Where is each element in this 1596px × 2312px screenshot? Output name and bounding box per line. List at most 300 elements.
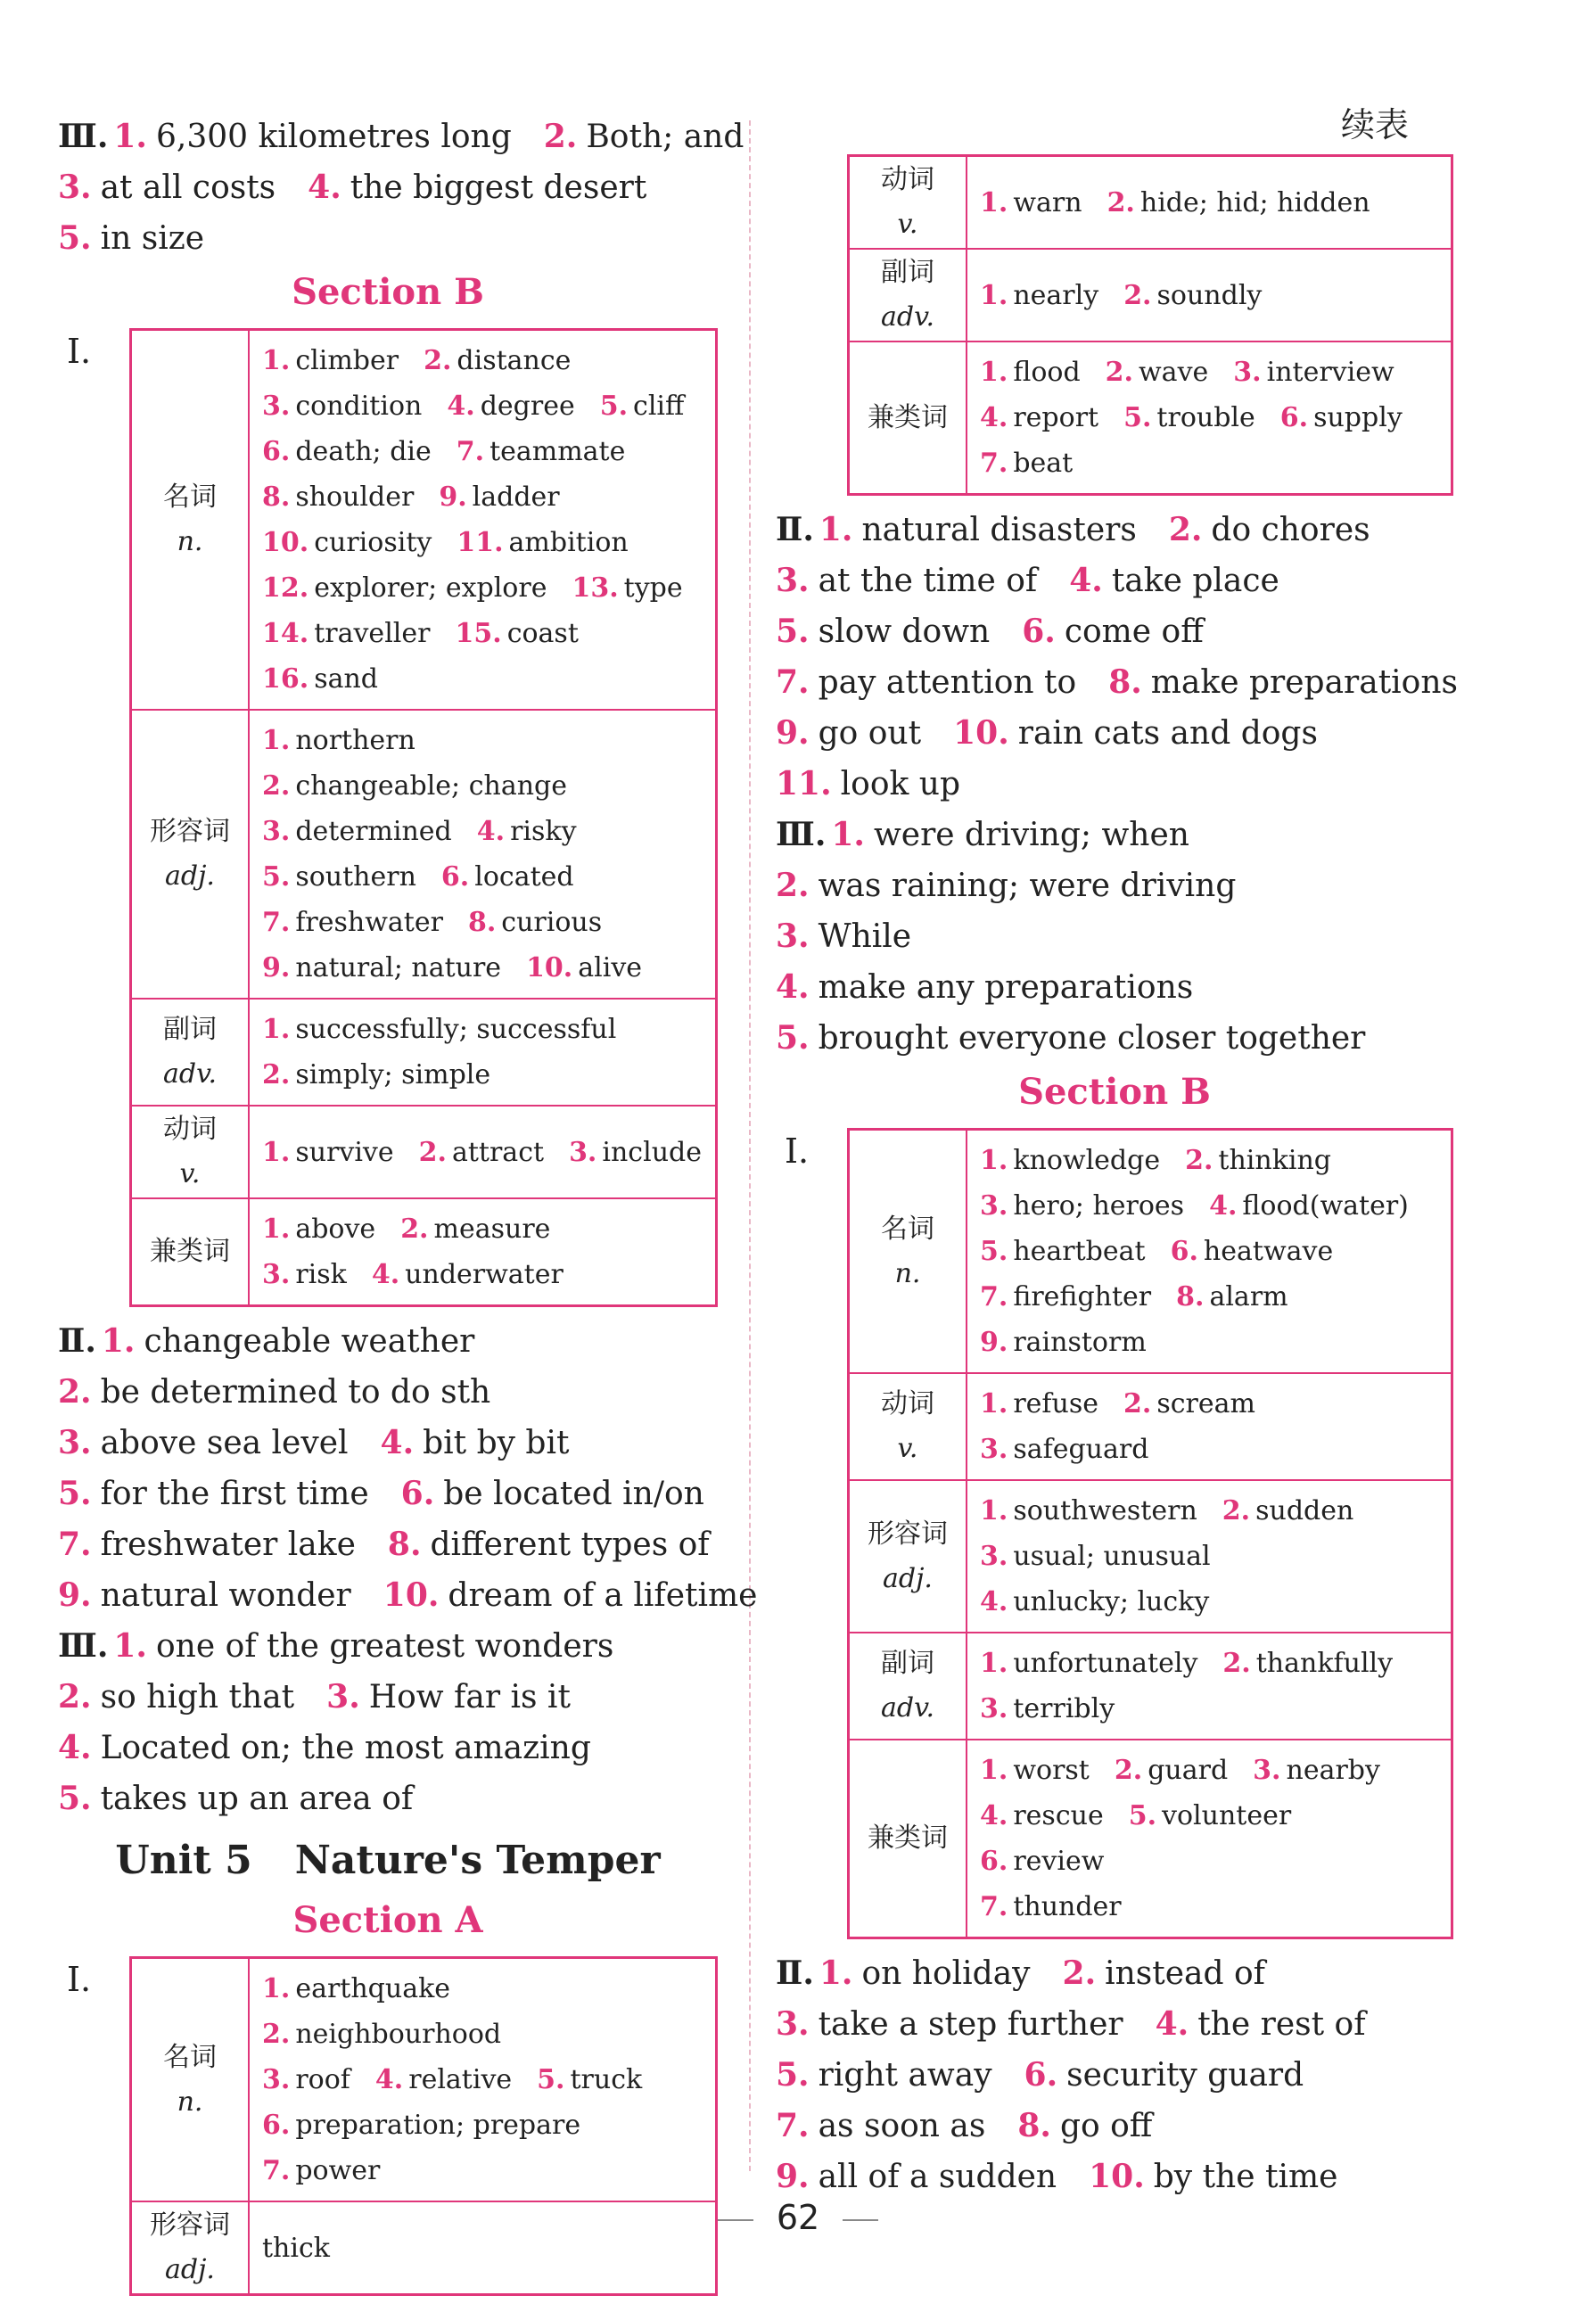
answer-text: survive <box>295 1136 394 1168</box>
pos-chinese: 名词 <box>163 2041 217 2073</box>
item-number: 9. <box>776 2158 810 2195</box>
answer-line <box>58 1723 718 1773</box>
item-number: 1. <box>980 186 1008 218</box>
item-number: 3. <box>58 169 92 206</box>
answer-line <box>58 1773 718 1824</box>
item-number: 10. <box>262 527 309 558</box>
pos-chinese: 兼类词 <box>150 1236 230 1267</box>
answer-text: beat <box>1013 448 1074 479</box>
vocab-line <box>262 474 703 520</box>
item-number: 1. <box>980 1755 1008 1786</box>
answer-text: southwestern <box>1013 1495 1197 1526</box>
item-number: 6. <box>262 436 291 467</box>
answer-line <box>58 1519 718 1570</box>
answer-text: southern <box>295 861 416 893</box>
vocab-row <box>131 1958 717 2202</box>
answer-line <box>776 860 1453 911</box>
answer-line <box>776 505 1453 555</box>
item-number: 2. <box>262 770 291 802</box>
answer-text: nearly <box>1013 279 1099 311</box>
answer-text: on holiday <box>861 1955 1031 1992</box>
item-number: 2. <box>1123 1388 1152 1419</box>
answer-text: volunteer <box>1162 1800 1292 1831</box>
answer-text: supply <box>1313 402 1403 433</box>
part-of-speech <box>131 1958 250 2202</box>
vocab-line <box>262 383 703 429</box>
item-number: 3. <box>980 1190 1008 1222</box>
item-number: 2. <box>262 1059 291 1090</box>
pos-chinese: 动词 <box>881 1388 934 1419</box>
item-number: 1. <box>262 1214 291 1245</box>
vocab-line <box>262 945 703 991</box>
answer-text: Located on; the most amazing <box>100 1730 591 1766</box>
answer-text: brought everyone closer together <box>818 1020 1366 1057</box>
answer-text: soundly <box>1156 279 1263 311</box>
item-number: 3. <box>326 1678 360 1715</box>
column-divider <box>749 120 751 2171</box>
item-number: 3. <box>58 1424 92 1461</box>
answer-text: report <box>1013 402 1099 433</box>
vocab-row <box>849 156 1452 250</box>
item-number: 8. <box>387 1526 422 1563</box>
item-number: 6. <box>400 1475 435 1512</box>
unit-title <box>58 1830 718 1892</box>
answer-text: traveller <box>314 618 431 649</box>
pos-chinese: 名词 <box>163 481 217 513</box>
answer-text: hero; heroes <box>1013 1190 1185 1222</box>
vocab-row <box>131 330 717 711</box>
unit-name: Nature's Temper <box>294 1838 661 1883</box>
answer-line <box>58 1672 718 1723</box>
answer-text: security guard <box>1066 2057 1304 2094</box>
vocab-line <box>980 273 1438 318</box>
answer-text: knowledge <box>1013 1145 1161 1176</box>
answer-text: degree <box>480 391 575 422</box>
vocab-block <box>58 1956 718 2296</box>
vocab-table <box>129 1956 718 2296</box>
item-number: 7. <box>776 663 810 701</box>
item-number: 2. <box>1123 279 1152 311</box>
item-number: 3. <box>569 1136 597 1168</box>
vocab-words <box>967 156 1452 250</box>
vocab-line <box>262 1052 703 1098</box>
item-number: 6. <box>1279 402 1309 433</box>
exercise-label: Ⅰ. <box>67 332 92 371</box>
item-number: 7. <box>980 1891 1008 1922</box>
item-number: 1. <box>980 357 1008 388</box>
answer-text: above <box>295 1214 376 1245</box>
item-number: 1. <box>262 725 291 756</box>
vocab-words <box>249 999 717 1106</box>
answer-text: safeguard <box>1013 1434 1149 1465</box>
item-number: 15. <box>455 618 502 649</box>
vocab-line <box>262 2057 703 2102</box>
item-number: 5. <box>262 861 291 893</box>
answer-line <box>58 1367 718 1418</box>
item-number: 2. <box>1114 1755 1143 1786</box>
page-number-text: 62 <box>776 2198 820 2237</box>
item-number: 8. <box>1176 1281 1205 1312</box>
item-number: 1. <box>113 118 147 155</box>
item-number: 4. <box>447 391 475 422</box>
item-number: 2. <box>1168 511 1203 548</box>
item-number: 1. <box>819 1954 853 1992</box>
pos-abbreviation: n. <box>177 2086 203 2118</box>
vocab-line <box>980 180 1438 226</box>
answer-text: interview <box>1266 357 1394 388</box>
pos-chinese: 副词 <box>163 1014 217 1045</box>
item-number: 2. <box>1185 1145 1213 1176</box>
answer-text: rescue <box>1013 1800 1104 1831</box>
exercise-list <box>776 505 1459 810</box>
answer-text: warn <box>1013 186 1082 218</box>
answer-line <box>776 1013 1453 1064</box>
exercise-label: Ⅱ. <box>58 1322 96 1360</box>
answer-text: come off <box>1064 613 1204 650</box>
answer-text: death; die <box>295 436 432 467</box>
answer-text: flood <box>1013 357 1081 388</box>
answer-text: ambition <box>508 527 629 558</box>
vocab-row <box>131 1106 717 1198</box>
answer-text: heatwave <box>1203 1236 1334 1267</box>
continued-label: 续表 <box>1340 105 1409 144</box>
answer-text: different types of <box>430 1526 710 1563</box>
item-number: 9. <box>980 1327 1008 1358</box>
answer-text: distance <box>457 345 572 376</box>
answer-line <box>58 1621 718 1672</box>
item-number: 16. <box>262 663 309 695</box>
answer-text: refuse <box>1013 1388 1098 1419</box>
item-number: 4. <box>980 1800 1008 1831</box>
part-of-speech <box>849 1480 967 1633</box>
item-number: 4. <box>1209 1190 1238 1222</box>
item-number: 3. <box>980 1693 1008 1724</box>
vocab-line <box>980 1138 1438 1183</box>
answer-text: look up <box>840 766 960 802</box>
answer-text: terribly <box>1013 1693 1115 1724</box>
item-number: 5. <box>1123 402 1152 433</box>
pos-abbreviation: adj. <box>165 2254 215 2285</box>
item-number: 2. <box>58 1678 92 1715</box>
answer-text: rainstorm <box>1013 1327 1147 1358</box>
pos-abbreviation: adj. <box>883 1562 933 1594</box>
item-number: 4. <box>380 1424 415 1461</box>
item-number: 4. <box>1155 2005 1189 2043</box>
vocab-words <box>967 1740 1452 1938</box>
answer-text: measure <box>433 1214 551 1245</box>
vocab-line <box>262 1206 703 1252</box>
item-number: 9. <box>58 1576 92 1614</box>
vocab-line <box>980 1488 1438 1534</box>
item-number: 11. <box>776 765 832 802</box>
answer-line <box>776 810 1453 860</box>
vocab-line <box>980 350 1438 395</box>
answer-text: be determined to do sth <box>100 1374 491 1411</box>
answer-text: type <box>623 572 683 604</box>
answer-line <box>58 162 718 213</box>
answer-text: be located in/on <box>443 1476 704 1512</box>
part-of-speech <box>849 156 967 250</box>
part-of-speech <box>849 249 967 341</box>
vocab-line <box>980 440 1438 486</box>
answer-text: risk <box>295 1259 347 1290</box>
answer-line <box>58 1316 718 1367</box>
pos-chinese: 形容词 <box>150 2209 230 2241</box>
vocab-line <box>980 1686 1438 1732</box>
right-column <box>776 105 1459 2202</box>
vocab-block <box>58 328 718 1307</box>
answer-text: thick <box>262 2232 330 2264</box>
answer-text: the biggest desert <box>350 169 647 206</box>
vocab-line <box>262 718 703 763</box>
item-number: 2. <box>1105 357 1133 388</box>
item-number: 14. <box>262 618 309 649</box>
answer-text: teammate <box>489 436 626 467</box>
item-number: 13. <box>572 572 619 604</box>
vocab-row <box>849 1740 1452 1938</box>
item-number: 8. <box>1017 2107 1051 2144</box>
vocab-table <box>847 1128 1453 1939</box>
vocab-line <box>262 565 703 611</box>
vocab-block <box>776 1128 1453 1939</box>
item-number: 1. <box>262 1973 291 2004</box>
item-number: 1. <box>262 1014 291 1045</box>
exercise-label: Ⅰ. <box>67 1960 92 1999</box>
item-number: 10. <box>1089 2158 1145 2195</box>
item-number: 7. <box>980 1281 1008 1312</box>
item-number: 1. <box>262 1136 291 1168</box>
item-number: 4. <box>1069 562 1103 599</box>
item-number: 8. <box>467 907 497 938</box>
item-number: 4. <box>980 1586 1008 1617</box>
answer-text: preparation; prepare <box>295 2110 581 2141</box>
pos-abbreviation: n. <box>177 526 203 557</box>
part-of-speech <box>131 330 250 711</box>
answer-text: natural; nature <box>295 952 502 983</box>
left-column <box>58 111 758 2305</box>
answer-text: scream <box>1156 1388 1255 1419</box>
vocab-row <box>131 999 717 1106</box>
unit-number: Unit 5 <box>115 1838 252 1883</box>
answer-text: were driving; when <box>873 817 1189 853</box>
pos-abbreviation: adv. <box>162 1058 217 1090</box>
vocab-line <box>262 809 703 854</box>
answer-line <box>776 708 1453 759</box>
item-number: 1. <box>262 345 291 376</box>
answer-text: Both; and <box>586 119 745 155</box>
item-number: 5. <box>776 613 810 650</box>
item-number: 9. <box>776 714 810 752</box>
pos-chinese: 形容词 <box>150 816 230 847</box>
answer-text: by the time <box>1153 2159 1338 2195</box>
answer-text: coast <box>506 618 579 649</box>
answer-text: cliff <box>633 391 685 422</box>
page-number <box>0 2198 1596 2237</box>
answer-text: curious <box>501 907 603 938</box>
answer-text: ladder <box>472 481 560 513</box>
item-number: 1. <box>831 816 865 853</box>
answer-text: How far is it <box>368 1679 571 1715</box>
answer-line <box>776 759 1453 810</box>
item-number: 1. <box>819 511 853 548</box>
answer-line <box>776 2101 1453 2152</box>
answer-text: take a step further <box>818 2006 1123 2043</box>
vocab-line <box>262 611 703 702</box>
item-number: 2. <box>543 118 578 155</box>
answer-text: power <box>295 2155 381 2186</box>
section-title: Section A <box>292 1899 483 1941</box>
answer-text: neighbourhood <box>295 2019 502 2050</box>
answer-line <box>58 1469 718 1519</box>
answer-text: alarm <box>1209 1281 1288 1312</box>
vocab-line <box>980 1229 1438 1274</box>
vocab-line <box>262 763 703 809</box>
vocab-line <box>980 395 1438 440</box>
pos-abbreviation: adv. <box>880 1692 934 1724</box>
pos-abbreviation: n. <box>894 1257 921 1289</box>
vocab-words <box>967 1130 1452 1374</box>
vocab-line <box>262 1007 703 1052</box>
pos-chinese: 副词 <box>881 257 934 288</box>
item-number: 10. <box>953 714 1009 752</box>
vocab-table <box>129 328 718 1307</box>
answer-line <box>776 2050 1453 2101</box>
answer-text: changeable; change <box>295 770 567 802</box>
item-number: 7. <box>58 1526 92 1563</box>
section-title: Section B <box>292 271 484 313</box>
answer-text: make any preparations <box>818 969 1194 1006</box>
item-number: 6. <box>262 2110 291 2141</box>
exercise-list <box>58 111 745 264</box>
exercise-list <box>58 1621 718 1824</box>
item-number: 7. <box>776 2107 810 2144</box>
item-number: 5. <box>1128 1800 1157 1831</box>
item-number: 3. <box>262 391 291 422</box>
part-of-speech <box>849 341 967 495</box>
answer-text: thunder <box>1013 1891 1122 1922</box>
answer-text: guard <box>1148 1755 1229 1786</box>
answer-text: freshwater <box>295 907 443 938</box>
answer-line <box>776 911 1453 962</box>
answer-text: trouble <box>1156 402 1255 433</box>
item-number: 3. <box>776 562 810 599</box>
item-number: 5. <box>58 1780 92 1817</box>
answer-text: for the first time <box>100 1476 369 1512</box>
answer-text: go out <box>818 715 922 752</box>
section-title: Section B <box>1018 1071 1211 1113</box>
item-number: 4. <box>776 968 810 1006</box>
vocab-words <box>967 341 1452 495</box>
item-number: 4. <box>476 816 506 847</box>
answer-text: hide; hid; hidden <box>1139 186 1370 218</box>
pos-chinese: 动词 <box>881 164 934 195</box>
item-number: 4. <box>374 2064 404 2095</box>
item-number: 5. <box>599 391 629 422</box>
answer-text: changeable weather <box>144 1323 475 1360</box>
answer-text: in size <box>100 220 204 257</box>
vocab-words <box>249 1106 717 1198</box>
answer-text: climber <box>295 345 399 376</box>
answer-text: pay attention to <box>818 664 1077 701</box>
answer-text: firefighter <box>1013 1281 1152 1312</box>
answer-text: make preparations <box>1150 664 1459 701</box>
answer-line <box>58 1418 718 1469</box>
answer-text: bit by bit <box>423 1425 570 1461</box>
part-of-speech <box>131 710 250 999</box>
answer-text: located <box>474 861 574 893</box>
answer-line <box>58 111 745 162</box>
answer-text: roof <box>295 2064 350 2095</box>
answer-line <box>58 1570 758 1621</box>
item-number: 7. <box>262 2155 291 2186</box>
item-number: 3. <box>262 1259 291 1290</box>
vocab-words <box>249 710 717 999</box>
vocab-line <box>262 429 703 474</box>
item-number: 1. <box>980 1388 1008 1419</box>
answer-line <box>776 657 1459 708</box>
answer-text: wave <box>1139 357 1209 388</box>
vocab-line <box>262 1130 703 1175</box>
item-number: 10. <box>383 1576 440 1614</box>
answer-text: at all costs <box>100 169 276 206</box>
answer-text: all of a sudden <box>818 2159 1057 2195</box>
pos-abbreviation: adj. <box>165 860 215 892</box>
answer-line <box>776 555 1453 606</box>
answer-text: explorer; explore <box>314 572 547 604</box>
answer-text: thankfully <box>1255 1648 1394 1679</box>
item-number: 10. <box>526 952 573 983</box>
answer-text: as soon as <box>818 2108 986 2144</box>
part-of-speech <box>849 1373 967 1480</box>
pos-chinese: 兼类词 <box>868 1822 948 1854</box>
item-number: 2. <box>1107 186 1135 218</box>
answer-line <box>776 2152 1453 2202</box>
exercise-label: Ⅰ. <box>785 1131 810 1171</box>
pos-chinese: 副词 <box>881 1648 934 1679</box>
vocab-line <box>262 854 703 900</box>
part-of-speech <box>131 999 250 1106</box>
vocab-row <box>849 1633 1452 1740</box>
answer-text: truck <box>570 2064 643 2095</box>
vocab-words <box>249 1958 717 2202</box>
vocab-words <box>967 1480 1452 1633</box>
answer-text: one of the greatest wonders <box>155 1628 614 1665</box>
answer-text: sand <box>314 663 379 695</box>
item-number: 3. <box>776 2005 810 2043</box>
vocab-line <box>262 520 703 565</box>
answer-line <box>776 962 1453 1013</box>
vocab-line <box>980 1381 1438 1472</box>
answer-text: thinking <box>1218 1145 1332 1176</box>
item-number: 1. <box>980 1145 1008 1176</box>
vocab-row <box>849 341 1452 495</box>
answer-text: earthquake <box>295 1973 451 2004</box>
item-number: 2. <box>1222 1495 1251 1526</box>
vocab-words <box>967 1373 1452 1480</box>
answer-text: usual; unusual <box>1013 1541 1211 1572</box>
item-number: 6. <box>1170 1236 1198 1267</box>
part-of-speech <box>849 1633 967 1740</box>
item-number: 4. <box>58 1729 92 1766</box>
vocab-row <box>849 1130 1452 1374</box>
answer-text: right away <box>818 2057 992 2094</box>
vocab-line <box>980 1641 1438 1686</box>
item-number: 3. <box>262 2064 291 2095</box>
answer-text: slow down <box>818 613 991 650</box>
vocab-line <box>262 900 703 945</box>
pos-chinese: 名词 <box>881 1213 934 1245</box>
item-number: 3. <box>980 1541 1008 1572</box>
